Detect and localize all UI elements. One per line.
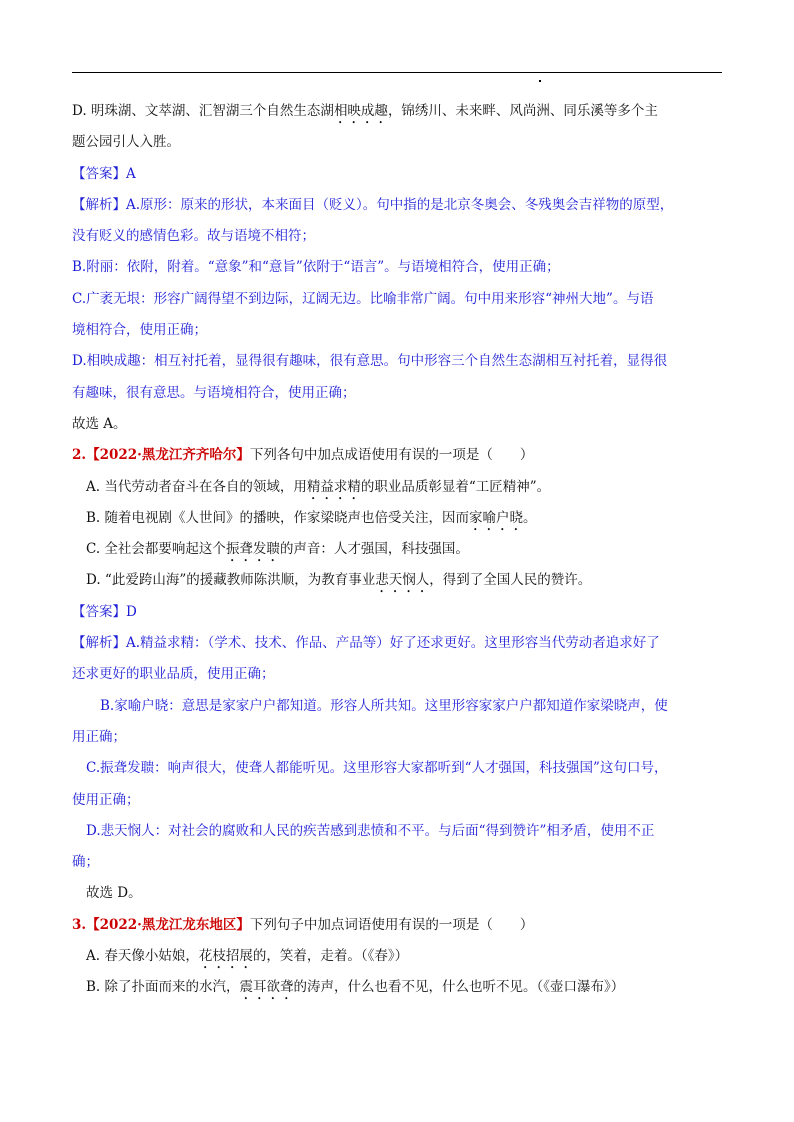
q2-stem bbox=[72, 440, 726, 471]
prev-option-d-line1 bbox=[72, 96, 726, 127]
q2-analysis-line: 确； bbox=[72, 854, 99, 871]
q2-option-a bbox=[72, 472, 726, 503]
analysis-tag: 【解析】 bbox=[72, 196, 126, 213]
question-source: 【2022·黑龙江齐齐哈尔】 bbox=[86, 447, 250, 464]
analysis-tag: 【解析】 bbox=[72, 635, 126, 652]
emphasized-idiom: 精益求精 bbox=[306, 478, 361, 495]
emphasized-idiom: 花枝招展 bbox=[198, 948, 253, 965]
text: 的，笑着，走着。（《春》） bbox=[252, 948, 409, 965]
text: 的职业品质彰显着“工匠精神”。 bbox=[360, 478, 551, 495]
document-body bbox=[72, 96, 726, 1004]
q1-analysis-line: B.附丽：依附，附着。“意象”和“意旨”依附于“语言”。与语境相符合，使用正确； bbox=[72, 259, 560, 276]
q2-option-c bbox=[72, 534, 726, 565]
question-stem: 下列句子中加点词语使用有误的一项是（ ） bbox=[249, 916, 534, 933]
emphasized-idiom: 震耳欲聋 bbox=[239, 979, 294, 996]
q2-analysis-line: C.振聋发聩：响声很大，使聋人都能听见。这里形容大家都听到“人才强国，科技强国”这句口号， bbox=[86, 760, 668, 777]
text: A. 当代劳动者奋斗在各自的领域，用 bbox=[86, 478, 307, 495]
analysis-text: A.原形：原来的形状，本来面目（贬义）。句中指的是北京冬奥会、冬残奥会吉祥物的原型， bbox=[126, 196, 674, 213]
text: ，得到了全国人民的赞许。 bbox=[429, 572, 592, 589]
q2-analysis-line bbox=[72, 628, 726, 659]
q2-analysis-line: 使用正确； bbox=[72, 791, 140, 808]
q3-stem bbox=[72, 910, 726, 941]
q2-analysis-line: D.悲天悯人：对社会的腐败和人民的疾苦感到悲愤和不平。与后面“得到赞许”相矛盾，使用不正 bbox=[86, 822, 655, 839]
question-number: 3. bbox=[72, 916, 87, 933]
q2-analysis-line: 还求更好的职业品质，使用正确； bbox=[72, 666, 275, 683]
q2-option-b bbox=[72, 503, 726, 534]
question-source: 【2022·黑龙江龙东地区】 bbox=[86, 916, 250, 933]
q1-conclusion: 故选 A。 bbox=[72, 415, 127, 432]
text: D. “此爱跨山海”的援藏教师陈洪顺，为教育事业 bbox=[86, 572, 376, 589]
q2-answer: 【答案】D bbox=[72, 603, 137, 620]
analysis-text: A.精益求精：（学术、技术、作品、产品等）好了还求更好。这里形容当代劳动者追求好了 bbox=[126, 635, 660, 652]
emphasized-idiom: 家喻户晓 bbox=[469, 509, 524, 526]
q2-conclusion: 故选 D。 bbox=[86, 885, 142, 902]
q3-option-a bbox=[72, 941, 726, 972]
emphasized-idiom: 振聋发聩 bbox=[225, 541, 280, 558]
text: C. 全社会都要响起这个 bbox=[86, 541, 226, 558]
q1-analysis-line: 没有贬义的感情色彩。故与语境不相符； bbox=[72, 228, 315, 245]
question-number: 2. bbox=[72, 447, 87, 464]
q2-analysis-line: 用正确； bbox=[72, 728, 126, 745]
header-rule bbox=[72, 72, 722, 73]
q1-analysis-line: 境相符合，使用正确； bbox=[72, 322, 207, 339]
q1-analysis-line: 有趣味，很有意思。与语境相符合，使用正确； bbox=[72, 384, 356, 401]
q1-analysis-line bbox=[72, 190, 726, 221]
text: B. 随着电视剧《人世间》的播映，作家梁晓声也倍受关注，因而 bbox=[86, 509, 470, 526]
q1-analysis-line: C.广袤无垠：形容广阔得望不到边际，辽阔无边。比喻非常广阔。句中用来形容“神州大地”。与语 bbox=[72, 290, 654, 307]
text: 的涛声，什么也看不见，什么也听不见。（《壶口瀑布》） bbox=[293, 979, 625, 996]
text: A. 春天像小姑娘， bbox=[86, 948, 199, 965]
question-stem: 下列各句中加点成语使用有误的一项是（ ） bbox=[249, 447, 534, 464]
prev-option-d-line2: 题公园引人入胜。 bbox=[72, 134, 180, 151]
q2-analysis-line: B.家喻户晓：意思是家家户户都知道。形容人所共知。这里形容家家户户都知道作家梁晓声，使 bbox=[100, 697, 668, 714]
emphasized-idiom: 悲天悯人 bbox=[375, 572, 430, 589]
q1-answer: 【答案】A bbox=[72, 165, 136, 182]
q1-analysis-line: D.相映成趣：相互衬托着，显得很有趣味，很有意思。句中形容三个自然生态湖相互衬托着，显得很 bbox=[72, 353, 668, 370]
header-dot bbox=[539, 80, 541, 82]
q3-option-b bbox=[72, 972, 726, 1003]
text: 的声音：人才强国，科技强国。 bbox=[279, 541, 469, 558]
text: 。 bbox=[523, 509, 537, 526]
emphasized-idiom: 相映成趣 bbox=[333, 103, 388, 119]
text: D. 明珠湖、文萃湖、汇智湖三个自然生态湖 bbox=[72, 103, 334, 119]
text: B. 除了扑面而来的水汽， bbox=[86, 979, 240, 996]
text: ，锦绣川、未来畔、风尚洲、同乐溪等多个主 bbox=[387, 103, 658, 119]
q2-option-d bbox=[72, 565, 726, 596]
